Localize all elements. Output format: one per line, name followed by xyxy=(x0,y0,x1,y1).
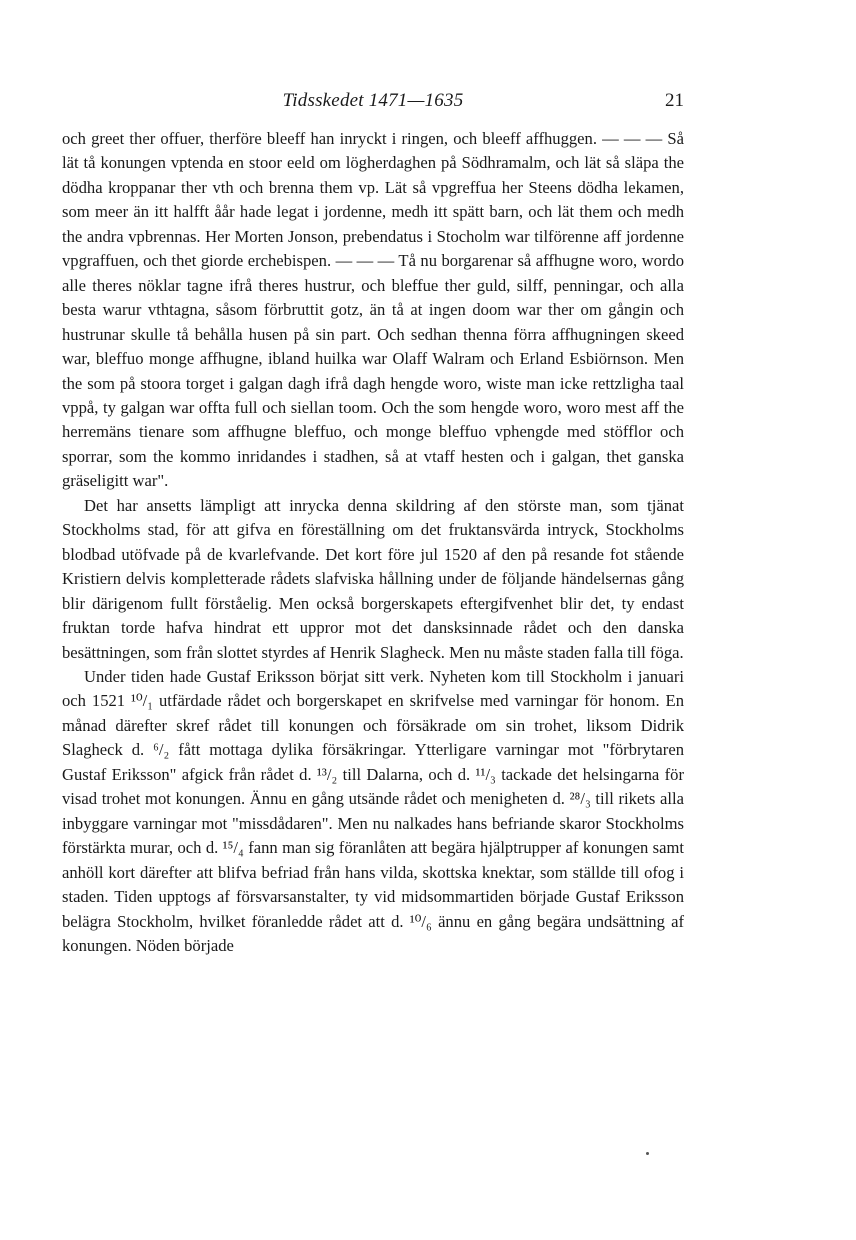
body-text xyxy=(62,127,684,958)
running-head xyxy=(62,90,684,116)
paragraph-commentary: Det har ansetts lämpligt att inrycka denna skildring af den störste man, som tjänat Stockholms stad, för att gifva en föreställning om det fruktansvärda intryck, Stockholms blodbad utöfvade på de kvarlefvande. Det kort före jul 1520 af den på resande fot stående Kristiern delvis kompletterade rådets slafviska hållning under de följande händelsernas gång blir därigenom fullt förståelig. Men också borgerskapets eftergifvenhet blir det, ty endast fruktan torde hafva hindrat ett uppror mot det dansksinnade rådet och den danska besättningen, som från slottet styrdes af Henrik Slagheck. Men nu måste staden falla till föga. xyxy=(62,495,684,662)
page-number: 21 xyxy=(665,90,684,111)
running-title: Tidsskedet 1471—1635 xyxy=(282,90,464,111)
stray-ink-dot xyxy=(646,1152,649,1155)
paragraph-gustaf-eriksson: Under tiden hade Gustaf Eriksson börjat sitt verk. Nyheten kom till Stockholm i januari och 1521 ¹⁰/₁ utfärdade rådet och borgerskapet en skrifvelse med varningar för honom. En månad därefter skref rådet till konungen och försäkrade om sin trohet, liksom Didrik Slagheck d. ⁶/₂ fått mottaga dylika försäkringar. Ytterligare varningar mot "förbrytaren Gustaf Eriksson" afgick från rådet d. ¹³/₂ till Dalarna, och d. ¹¹/₃ tackade det helsingarna för visad trohet mot konungen. Ännu en gång utsände rådet och menigheten d. ²⁸/₃ till rikets alla inbyggare varningar mot "missdådaren". Men nu nalkades hans befriande skaror Stockholms förstärkta murar, och d. ¹⁵/₄ fann man sig föranlåten att begära hjälptrupper af konungen samt anhöll kort därefter att blifva befriad från hans vilda, skottska knektar, som ställde till ofog i staden. Tiden upptogs af försvarsanstalter, ty vid midsommartiden började Gustaf Eriksson belägra Stockholm, hvilket föranledde rådet att d. ¹⁰/₆ ännu en gång begära undsättning af konungen. Nöden började xyxy=(62,666,684,955)
paragraph-quotation: och greet ther offuer, therföre bleeff han inryckt i ringen, och bleeff affhuggen. — — — Så lät tå konungen vptenda en stoor eeld om lögherdaghen på Södhramalm, och lät så släpa the dödha kroppanar ther vth och brenna them vp. Lät så vpgreffua her Steens dödha lekamen, som meer än itt halfft åår hade legat i jordenne, medh itt spätt barn, och lät them och medh the andra vpbrennas. Her Morten Jonson, prebendatus i Stocholm war tilförenne aff jordenne vpgraffuen, och thet giorde erchebispen. — — — Tå nu borgarenar så affhugne woro, wordo alle theres nöklar tagne ifrå theres hustrur, och bleffue ther guld, silff, penningar, och alla besta warur vthtagna, såsom förbruttit gotz, än tå at ingen doom war ther om gångin och hustrunar skulle tå behålla husen på sin part. Och sedhan thenna förra affhugningen skeed war, bleffuo monge affhugne, ibland huilka war Olaff Walram och Erland Esbiörnson. Men the som på stoora torget i galgan dagh ifrå dagh hengde woro, wiste man icke rettzligha taal vppå, ty galgan war offta full och siellan toom. Och the som hengde woro, woro mest aff the herremäns tienare som affhugne bleffuo, och monge bleffuo vphengde med stöfflor och sporrar, som the kommo inridandes i stadhen, så at vtaff hesten och i galgan, thet ganska gräseligitt war". xyxy=(62,129,684,491)
